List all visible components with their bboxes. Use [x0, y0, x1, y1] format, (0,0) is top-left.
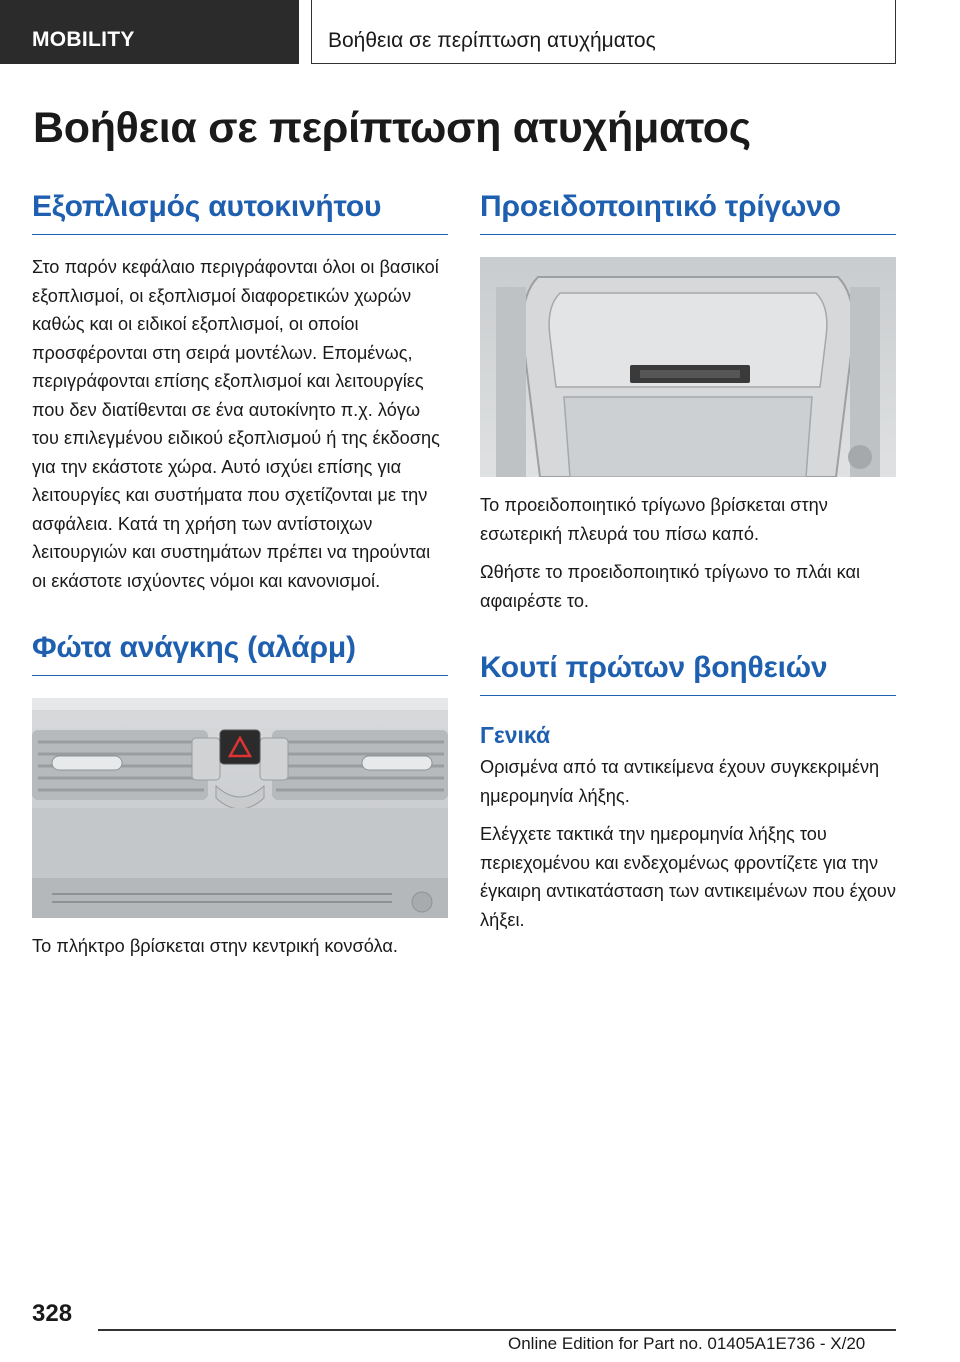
trunk-lid-illustration [480, 257, 896, 477]
firstaid-text-2: Ελέγχετε τακτικά την ημερομηνία λήξης του περιεχομένου και ενδεχομένως φροντίζετε για την έγκαιρη αντικατάσταση των αντικειμένων που έχουν λήξει. [480, 824, 896, 930]
page-title: Βοήθεια σε περίπτωση ατυχήματος [33, 104, 751, 152]
hazard-button-photo [32, 698, 448, 918]
equipment-heading: Εξοπλισμός αυτοκινήτου [32, 190, 448, 235]
chapter-label: Βοήθεια σε περίπτωση ατυχήματος [328, 29, 656, 52]
triangle-heading: Προειδοποιητικό τρίγωνο [480, 190, 896, 235]
hazard-heading: Φώτα ανάγκης (αλάρμ) [32, 631, 448, 676]
section-tab [0, 0, 299, 64]
footer-divider [98, 1329, 896, 1331]
hazard-caption: Το πλήκτρο βρίσκεται στην κεντρική κονσόλα. [32, 936, 398, 956]
edition-note: Online Edition for Part no. 01405A1E736 - X/20 [508, 1334, 866, 1353]
firstaid-heading: Κουτί πρώτων βοηθειών [480, 651, 896, 696]
section-label: MOBILITY [32, 28, 135, 51]
page-number: 328 [32, 1300, 73, 1327]
triangle-text-1: Το προειδοποιητικό τρίγωνο βρίσκεται στην εσωτερική πλευρά του πίσω καπό. [480, 495, 828, 544]
firstaid-subheading: Γενικά [480, 722, 551, 748]
dashboard-console-illustration [32, 698, 448, 918]
left-column [32, 190, 448, 961]
triangle-text-2: Ωθήστε το προειδοποιητικό τρίγωνο το πλάι και αφαιρέστε το. [480, 562, 861, 611]
equipment-body: Στο παρόν κεφάλαιο περιγράφονται όλοι οι βασικοί εξοπλισμοί, οι εξοπλισμοί διαφορετικών χωρών καθώς και οι ειδικοί εξοπλισμοί, οι οποίοι προσφέρονται στη σειρά μοντέλων. Επομένως, περιγράφονται επίσης εξοπλισμοί και λειτουργίες που δεν διατίθενται σε ένα αυτοκίνητο π.χ. λόγω του επιλεγμένου ειδικού εξοπλισμού ή της έκδοσης για την εκάστοτε χώρα. Αυτό ισχύει επίσης για λειτουργίες και συστήματα που σχετίζονται με την ασφάλεια. Κατά τη χρήση των αντίστοιχων λειτουργιών και συστημάτων πρέπει να τηρούνται οι εκάστοτε ισχύοντες νόμοι και κανονισμοί. [32, 257, 440, 591]
warning-triangle-photo [480, 257, 896, 477]
right-column [480, 190, 896, 934]
chapter-tab [311, 0, 896, 64]
firstaid-text-1: Ορισμένα από τα αντικείμενα έχουν συγκεκριμένη ημερομηνία λήξης. [480, 757, 880, 806]
